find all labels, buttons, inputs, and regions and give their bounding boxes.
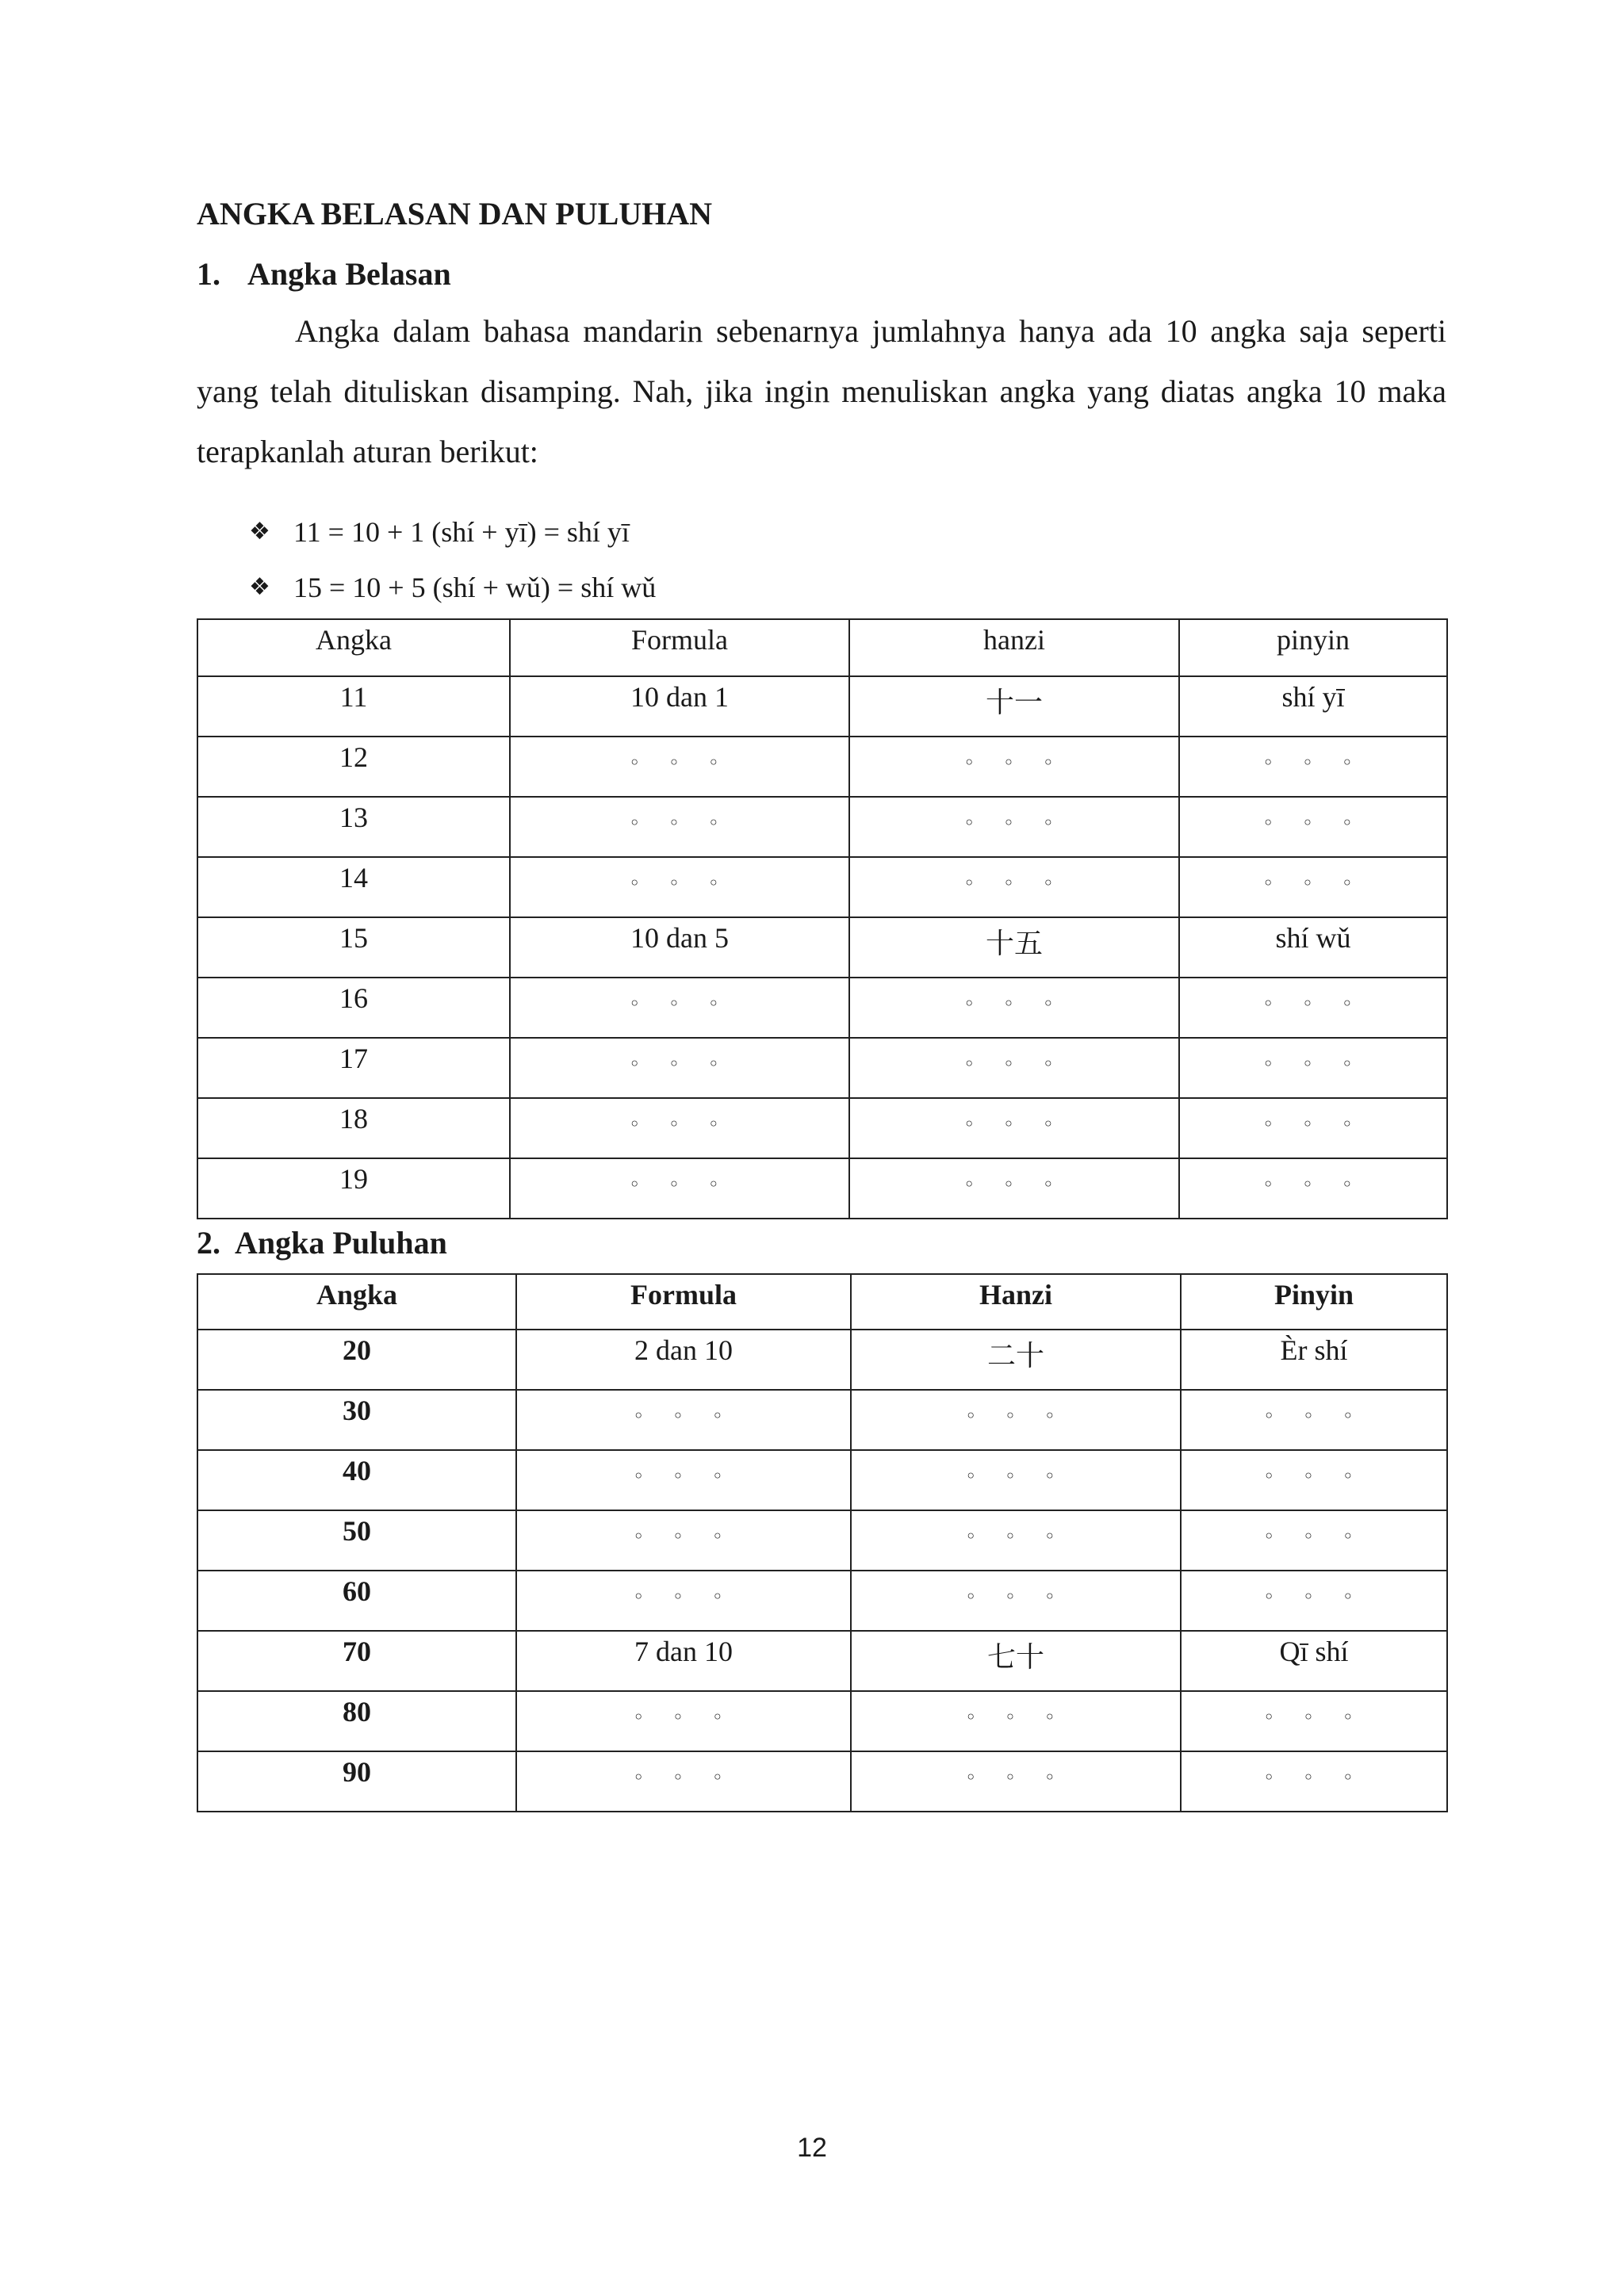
blank-placeholder: ◦ ◦ ◦ [629,812,730,834]
table-row [197,1098,1447,1158]
blank-placeholder: ◦ ◦ ◦ [633,1525,734,1548]
cell-pinyin [1181,1450,1447,1510]
cell-hanzi [849,676,1179,737]
rule-text: 11 = 10 + 1 (shí + yī) = shí yī [293,516,630,548]
cell-text: 10 dan 5 [630,922,729,954]
cell-formula [516,1751,851,1812]
blank-placeholder: ◦ ◦ ◦ [633,1586,734,1608]
blank-placeholder: ◦ ◦ ◦ [633,1465,734,1487]
blank-placeholder: ◦ ◦ ◦ [963,993,1065,1015]
rule-list [197,504,1446,615]
table-header-row [197,619,1447,676]
cell-text: 80 [343,1696,371,1728]
cell-text: 11 [339,681,368,713]
cell-hanzi [851,1751,1181,1812]
blank-placeholder: ◦ ◦ ◦ [629,752,730,774]
cell-text: 13 [339,802,368,833]
section-1-heading [197,251,1446,298]
cell-text: 60 [343,1575,371,1607]
page-content [197,190,1446,1812]
cell-text: 90 [343,1756,371,1788]
blank-placeholder: ◦ ◦ ◦ [1263,1706,1365,1728]
cell-angka [197,1450,516,1510]
table-row [197,1390,1447,1450]
cell-hanzi [849,857,1179,917]
cell-hanzi [851,1390,1181,1450]
cell-hanzi [849,978,1179,1038]
cell-pinyin [1179,857,1447,917]
cell-formula [516,1510,851,1571]
section-2-title: Angka Puluhan [235,1225,447,1261]
diamond-bullet-icon: ❖ [249,573,270,601]
cell-formula [510,857,849,917]
blank-placeholder: ◦ ◦ ◦ [965,1465,1067,1487]
cell-angka [197,917,510,978]
column-header-hanzi: hanzi [849,619,1179,676]
blank-placeholder: ◦ ◦ ◦ [963,1053,1065,1075]
cell-angka [197,1571,516,1631]
cell-text: 40 [343,1455,371,1487]
cell-formula [516,1450,851,1510]
cell-text: 2 dan 10 [634,1334,733,1366]
cell-text: 15 [339,922,368,954]
blank-placeholder: ◦ ◦ ◦ [965,1586,1067,1608]
table-row [197,1158,1447,1219]
diamond-bullet-icon: ❖ [249,518,270,545]
table-header-row [197,1274,1447,1330]
cell-pinyin [1181,1751,1447,1812]
blank-placeholder: ◦ ◦ ◦ [963,1113,1065,1135]
cell-pinyin [1181,1390,1447,1450]
cell-text: 二十 [986,1340,1044,1372]
table-row [197,737,1447,797]
blank-placeholder: ◦ ◦ ◦ [965,1405,1067,1427]
cell-hanzi [851,1510,1181,1571]
blank-placeholder: ◦ ◦ ◦ [1262,812,1364,834]
table-row [197,1631,1447,1691]
cell-formula [510,676,849,737]
blank-placeholder: ◦ ◦ ◦ [1263,1465,1365,1487]
blank-placeholder: ◦ ◦ ◦ [963,872,1065,894]
cell-hanzi [849,737,1179,797]
cell-formula [510,1158,849,1219]
cell-text: Qī shí [1279,1636,1349,1667]
cell-hanzi [851,1450,1181,1510]
cell-text: 12 [339,741,368,773]
blank-placeholder: ◦ ◦ ◦ [963,1173,1065,1196]
blank-placeholder: ◦ ◦ ◦ [1262,993,1364,1015]
cell-formula [516,1390,851,1450]
cell-angka [197,1631,516,1691]
cell-pinyin [1179,797,1447,857]
list-item [249,504,1446,560]
cell-pinyin [1181,1691,1447,1751]
cell-formula [510,1098,849,1158]
cell-angka [197,737,510,797]
cell-formula [516,1330,851,1390]
cell-pinyin [1179,978,1447,1038]
table-row [197,857,1447,917]
cell-pinyin [1179,1098,1447,1158]
blank-placeholder: ◦ ◦ ◦ [633,1706,734,1728]
blank-placeholder: ◦ ◦ ◦ [1263,1405,1365,1427]
cell-formula [510,917,849,978]
cell-angka [197,1098,510,1158]
blank-placeholder: ◦ ◦ ◦ [963,812,1065,834]
table-row [197,1038,1447,1098]
cell-text: 十一 [985,687,1043,719]
section-1-title: Angka Belasan [247,256,451,292]
cell-angka [197,797,510,857]
cell-hanzi [851,1691,1181,1751]
column-header-formula: Formula [516,1274,851,1330]
cell-text: 17 [339,1043,368,1074]
blank-placeholder: ◦ ◦ ◦ [1262,1053,1364,1075]
blank-placeholder: ◦ ◦ ◦ [1262,1173,1364,1196]
blank-placeholder: ◦ ◦ ◦ [633,1766,734,1789]
cell-text: Èr shí [1280,1334,1348,1366]
page-title: ANGKA BELASAN DAN PULUHAN [197,196,713,232]
cell-formula [516,1691,851,1751]
cell-angka [197,857,510,917]
blank-placeholder: ◦ ◦ ◦ [1263,1586,1365,1608]
blank-placeholder: ◦ ◦ ◦ [633,1405,734,1427]
section-1-number: 1. [197,256,220,292]
table-row [197,1330,1447,1390]
cell-pinyin [1181,1510,1447,1571]
column-header-hanzi: Hanzi [851,1274,1181,1330]
cell-text: 14 [339,862,368,894]
blank-placeholder: ◦ ◦ ◦ [629,1053,730,1075]
table-row [197,1510,1447,1571]
column-header-pinyin: Pinyin [1181,1274,1447,1330]
cell-text: 10 dan 1 [630,681,729,713]
cell-hanzi [851,1631,1181,1691]
blank-placeholder: ◦ ◦ ◦ [1262,872,1364,894]
cell-angka [197,1330,516,1390]
cell-pinyin [1179,1158,1447,1219]
cell-text: shí yī [1281,681,1345,713]
belasan-table [197,618,1448,1219]
cell-pinyin [1179,1038,1447,1098]
cell-text: 50 [343,1515,371,1547]
cell-text: 18 [339,1103,368,1135]
list-item [249,560,1446,615]
cell-angka [197,676,510,737]
cell-formula [510,737,849,797]
blank-placeholder: ◦ ◦ ◦ [1262,1113,1364,1135]
cell-text: 20 [343,1334,371,1366]
table-row [197,1450,1447,1510]
puluhan-table [197,1273,1448,1812]
cell-hanzi [849,1098,1179,1158]
cell-pinyin [1181,1631,1447,1691]
cell-pinyin [1179,676,1447,737]
table-row [197,917,1447,978]
blank-placeholder: ◦ ◦ ◦ [965,1706,1067,1728]
blank-placeholder: ◦ ◦ ◦ [629,1113,730,1135]
column-header-formula: Formula [510,619,849,676]
cell-pinyin [1179,917,1447,978]
cell-hanzi [849,917,1179,978]
cell-text: 7 dan 10 [634,1636,733,1667]
blank-placeholder: ◦ ◦ ◦ [1263,1525,1365,1548]
cell-text: 70 [343,1636,371,1667]
cell-pinyin [1181,1571,1447,1631]
cell-pinyin [1181,1330,1447,1390]
cell-text: 七十 [986,1641,1044,1674]
cell-angka [197,1390,516,1450]
table-row [197,1571,1447,1631]
cell-text: 16 [339,982,368,1014]
table-row [197,676,1447,737]
cell-text: 19 [339,1163,368,1195]
blank-placeholder: ◦ ◦ ◦ [1262,752,1364,774]
cell-formula [510,797,849,857]
cell-hanzi [851,1330,1181,1390]
cell-hanzi [849,797,1179,857]
rule-text: 15 = 10 + 5 (shí + wǔ) = shí wǔ [293,572,657,603]
cell-formula [510,1038,849,1098]
cell-angka [197,1510,516,1571]
table-row [197,1691,1447,1751]
cell-angka [197,1751,516,1812]
cell-hanzi [849,1158,1179,1219]
blank-placeholder: ◦ ◦ ◦ [629,1173,730,1196]
table-row [197,1751,1447,1812]
table-row [197,797,1447,857]
blank-placeholder: ◦ ◦ ◦ [1263,1766,1365,1789]
cell-text: 十五 [985,928,1043,960]
cell-angka [197,978,510,1038]
section-2-heading [197,1221,1446,1265]
cell-angka [197,1038,510,1098]
cell-text: 30 [343,1395,371,1426]
cell-hanzi [851,1571,1181,1631]
column-header-pinyin: pinyin [1179,619,1447,676]
section-2-number: 2. [197,1225,220,1261]
blank-placeholder: ◦ ◦ ◦ [629,993,730,1015]
cell-formula [516,1631,851,1691]
page-number: 12 [797,2133,827,2163]
cell-angka [197,1158,510,1219]
blank-placeholder: ◦ ◦ ◦ [965,1766,1067,1789]
section-1-paragraph: Angka dalam bahasa mandarin sebenarnya jumlahnya hanya ada 10 angka saja seperti yang telah dituliskan disamping. Nah, jika ingin menuliskan angka yang diatas angka 10 maka terapkanlah aturan berikut: [197,313,1446,469]
cell-pinyin [1179,737,1447,797]
blank-placeholder: ◦ ◦ ◦ [629,872,730,894]
cell-angka [197,1691,516,1751]
cell-formula [510,978,849,1038]
blank-placeholder: ◦ ◦ ◦ [963,752,1065,774]
table-row [197,978,1447,1038]
column-header-angka: Angka [197,1274,516,1330]
cell-text: shí wǔ [1275,922,1351,954]
cell-formula [516,1571,851,1631]
column-header-angka: Angka [197,619,510,676]
cell-hanzi [849,1038,1179,1098]
blank-placeholder: ◦ ◦ ◦ [965,1525,1067,1548]
